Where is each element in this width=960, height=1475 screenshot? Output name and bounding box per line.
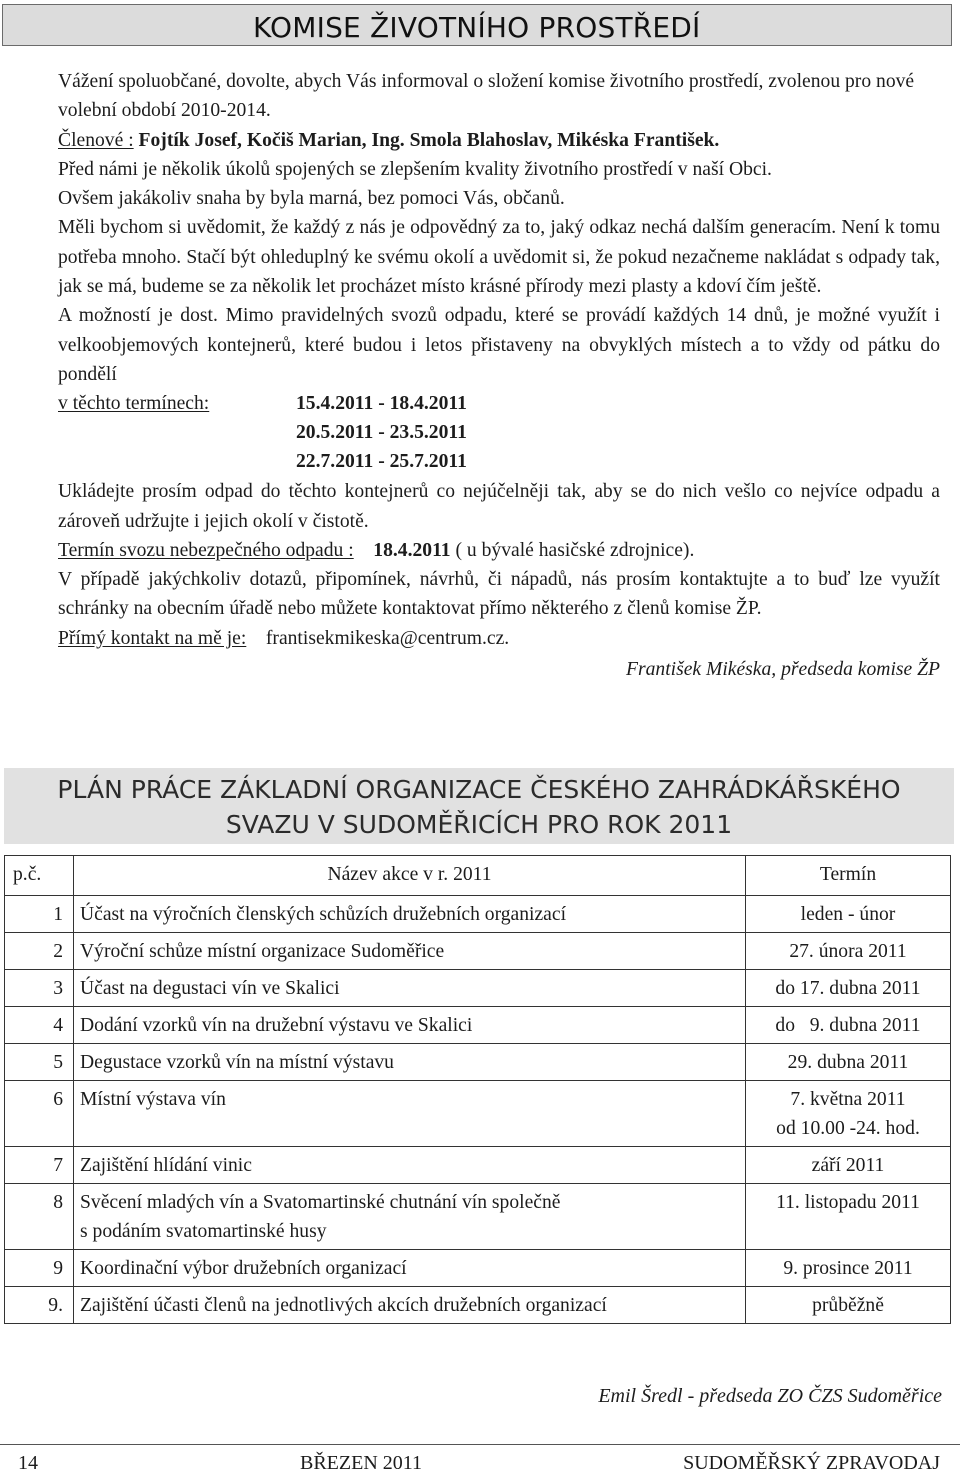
hazard-date: 18.4.2011 bbox=[373, 539, 451, 561]
issue-date: BŘEZEN 2011 bbox=[300, 1452, 423, 1474]
table-row bbox=[5, 970, 951, 1007]
plan-title-line-2: SVAZU V SUDOMĚŘICÍCH PRO ROK 2011 bbox=[225, 810, 733, 839]
footer-divider bbox=[0, 1444, 960, 1445]
row-event: Zajištění hlídání vinic bbox=[74, 1147, 746, 1184]
container-dates bbox=[20, 389, 940, 477]
row-event: Dodání vzorků vín na družební výstavu ve Skalici bbox=[74, 1007, 746, 1044]
row-date: do 17. dubna 2011 bbox=[746, 970, 951, 1007]
page-number: 14 bbox=[18, 1452, 38, 1474]
row-date: září 2011 bbox=[746, 1147, 951, 1184]
row-date: 29. dubna 2011 bbox=[746, 1044, 951, 1081]
row-event: Místní výstava vín bbox=[74, 1081, 746, 1147]
row-date: průběžně bbox=[746, 1287, 951, 1324]
publication-name: SUDOMĚŘSKÝ ZPRAVODAJ bbox=[683, 1452, 940, 1474]
row-number: 4 bbox=[5, 1007, 74, 1044]
row-date: 7. května 2011 bbox=[790, 1089, 906, 1110]
date-range: 15.4.2011 - 18.4.2011 bbox=[296, 393, 467, 415]
hazard-place: ( u bývalé hasičské zdrojnice). bbox=[455, 539, 695, 561]
row-event: Svěcení mladých vín a Svatomartinské chutnání vín společně bbox=[80, 1192, 561, 1213]
table-row bbox=[5, 1081, 951, 1147]
chair-signature: Emil Šredl - předseda ZO ČZS Sudoměřice bbox=[598, 1385, 942, 1407]
containers-paragraph: A možností je dost. Mimo pravidelných svozů odpadu, které se provádí každých 14 dnů, je možné využít i velkoobjemových kontejnerů, které budou i letos přistaveny na obvyklých místech a to vždy od pátku do pondělí bbox=[58, 305, 940, 385]
row-date-time: od 10.00 -24. hod. bbox=[776, 1118, 920, 1139]
row-event: Účast na výročních členských schůzích družebních organizací bbox=[74, 896, 746, 933]
row-number: 1 bbox=[5, 896, 74, 933]
help-paragraph: Ovšem jakákoliv snaha by byla marná, bez pomoci Vás, občanů. bbox=[58, 188, 565, 210]
contact-line bbox=[20, 624, 940, 653]
row-event: Výroční schůze místní organizace Sudoměřice bbox=[74, 933, 746, 970]
row-number: 3 bbox=[5, 970, 74, 1007]
section-title: KOMISE ŽIVOTNÍHO PROSTŘEDÍ bbox=[253, 11, 701, 44]
table-row bbox=[5, 1044, 951, 1081]
plan-table bbox=[4, 855, 951, 1324]
row-date: leden - únor bbox=[746, 896, 951, 933]
row-event: Koordinační výbor družebních organizací bbox=[74, 1250, 746, 1287]
date-range: 22.7.2011 - 25.7.2011 bbox=[296, 451, 467, 473]
row-number: 8 bbox=[5, 1184, 74, 1250]
row-number: 9. bbox=[5, 1287, 74, 1324]
dates-label: v těchto termínech: bbox=[58, 393, 210, 415]
row-date: 27. února 2011 bbox=[746, 933, 951, 970]
row-number: 6 bbox=[5, 1081, 74, 1147]
row-event-continued: s podáním svatomartinské husy bbox=[80, 1221, 327, 1242]
header-event: Název akce v r. 2011 bbox=[74, 856, 746, 896]
table-row bbox=[5, 1147, 951, 1184]
members-names: Fojtík Josef, Kočiš Marian, Ing. Smola Blahoslav, Mikéska František. bbox=[138, 129, 720, 151]
tasks-paragraph: Před námi je několik úkolů spojených se zlepšením kvality životního prostředí v naší Obci. bbox=[58, 158, 772, 180]
plan-title-line-1: PLÁN PRÁCE ZÁKLADNÍ ORGANIZACE ČESKÉHO ZAHRÁDKÁŘSKÉHO bbox=[57, 775, 901, 804]
plan-title-banner bbox=[4, 768, 954, 844]
header-date: Termín bbox=[746, 856, 951, 896]
row-date: 11. listopadu 2011 bbox=[746, 1184, 951, 1250]
row-number: 7 bbox=[5, 1147, 74, 1184]
intro-paragraph: Vážení spoluobčané, dovolte, abych Vás informoval o složení komise životního prostředí, zvolenou pro nové volební období 2010-2014. bbox=[58, 71, 915, 122]
contact-paragraph: V případě jakýchkoliv dotazů, připomínek, návrhů, či nápadů, nás prosím kontaktujte a to buď lze využít schránky na obecním úřadě nebo můžete kontaktovat přímo některého z členů komise ŽP. bbox=[58, 569, 940, 620]
header-number: p.č. bbox=[5, 856, 74, 896]
table-row bbox=[5, 1287, 951, 1324]
disposal-paragraph: Ukládejte prosím odpad do těchto kontejnerů co nejúčelněji tak, aby se do nich vešlo co nejvíce odpadu a zároveň udržujte i jejich okolí v čistotě. bbox=[58, 481, 940, 532]
row-event: Účast na degustaci vín ve Skalici bbox=[74, 970, 746, 1007]
table-row bbox=[5, 1184, 951, 1250]
date-range: 20.5.2011 - 23.5.2011 bbox=[296, 422, 467, 444]
row-date: do 9. dubna 2011 bbox=[746, 1007, 951, 1044]
members-label: Členové : bbox=[58, 129, 134, 151]
row-date-cell bbox=[746, 1081, 951, 1147]
row-date: 9. prosince 2011 bbox=[746, 1250, 951, 1287]
row-event-cell bbox=[74, 1184, 746, 1250]
table-row bbox=[5, 1250, 951, 1287]
row-event: Zajištění účasti členů na jednotlivých akcích družebních organizací bbox=[74, 1287, 746, 1324]
committee-article bbox=[20, 67, 940, 684]
table-row bbox=[5, 933, 951, 970]
hazard-label: Termín svozu nebezpečného odpadu : bbox=[58, 539, 354, 561]
contact-email[interactable]: frantisekmikeska@centrum.cz. bbox=[265, 627, 510, 649]
hazard-line bbox=[20, 536, 940, 565]
section-title-bar bbox=[2, 4, 952, 46]
row-event: Degustace vzorků vín na místní výstavu bbox=[74, 1044, 746, 1081]
table-header-row bbox=[5, 856, 951, 896]
responsibility-paragraph: Měli bychom si uvědomit, že každý z nás je odpovědný za to, jaký odkaz nechá dalším generacím. Není k tomu potřeba mnoho. Stačí být ohleduplný ke svému okolí a uvědomit si, že pokud nezačneme nakládat s odpady tak, jak se má, budeme se za několik let procházet místo krásné přírody mezi plasty a kdoví čím ještě. bbox=[58, 217, 940, 298]
committee-signature: František Mikéska, předseda komise ŽP bbox=[626, 659, 940, 681]
table-row bbox=[5, 1007, 951, 1044]
row-number: 9 bbox=[5, 1250, 74, 1287]
row-number: 5 bbox=[5, 1044, 74, 1081]
members-line bbox=[20, 126, 940, 155]
table-row bbox=[5, 896, 951, 933]
contact-label: Přímý kontakt na mě je: bbox=[58, 627, 247, 649]
row-number: 2 bbox=[5, 933, 74, 970]
